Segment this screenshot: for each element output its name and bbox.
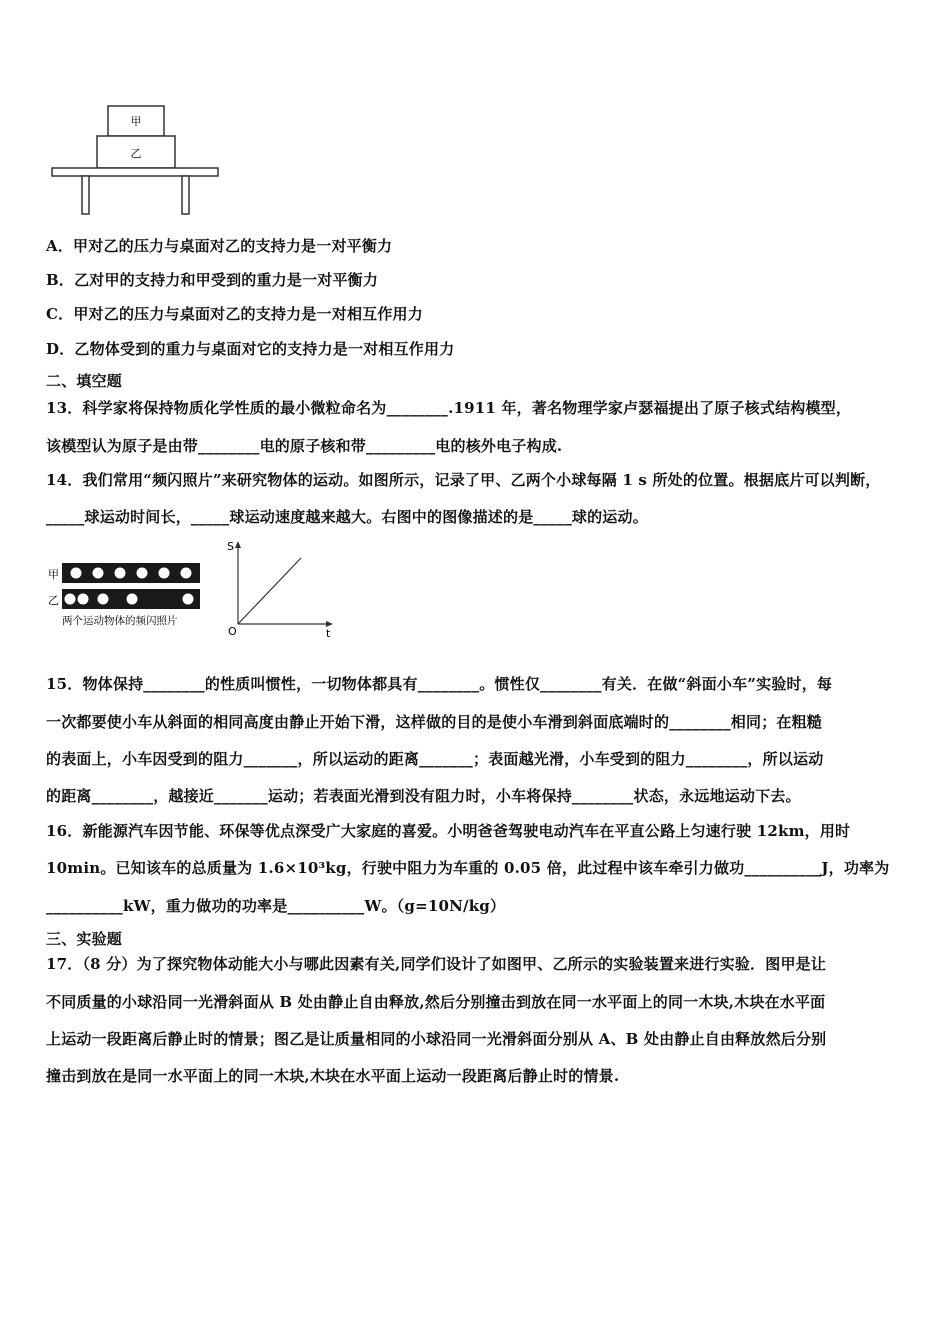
q14-line-2: _____球运动时间长，_____球运动速度越来越大。右图中的图像描述的是_____球的运动。 [46, 508, 648, 526]
section-fill-heading: 二、填空题 [46, 372, 123, 390]
q17-line-4: 撞击到放在是同一水平面上的同一木块,木块在水平面上运动一段距离后静止时的情景. [46, 1067, 620, 1085]
film-strip-jia [62, 563, 200, 583]
table-leg-right [182, 176, 189, 214]
s-t-graph [227, 540, 333, 638]
q16-line-3: __________kW，重力做功的功率是__________W。（g=10N/kg） [46, 897, 506, 915]
block-yi-label: 乙 [130, 147, 142, 160]
table-blocks-figure [48, 100, 228, 218]
q16-line-1: 16．新能源汽车因节能、环保等优点深受广大家庭的喜爱。小明爸爸驾驶电动汽车在平直公路上匀速行驶 12km，用时 [46, 822, 851, 840]
flash-photo-figure [46, 538, 346, 638]
ball-yi [183, 594, 194, 605]
table-top [52, 168, 218, 176]
q17-line-3: 上运动一段距离后静止时的情景；图乙是让质量相同的小球沿同一光滑斜面分别从 A、B 处由静止自由释放然后分别 [46, 1030, 827, 1048]
ball-yi [127, 594, 138, 605]
graph-origin-label: O [228, 625, 237, 638]
q15-line-1: 15．物体保持________的性质叫惯性，一切物体都具有________。惯性仅________有关．在做“斜面小车”实验时，每 [46, 675, 833, 693]
graph-line [238, 558, 301, 624]
ball-yi [65, 594, 76, 605]
section-exp-heading: 三、实验题 [46, 930, 123, 948]
q17-line-2: 不同质量的小球沿同一光滑斜面从 B 处由静止自由释放,然后分别撞击到放在同一水平面上的同一木块,木块在水平面 [46, 993, 826, 1011]
ball-yi [78, 594, 89, 605]
flash-caption: 两个运动物体的频闪照片 [62, 615, 178, 627]
q15-line-4: 的距离________，越接近_______运动；若表面光滑到没有阻力时，小车将保持________状态，永远地运动下去。 [46, 787, 801, 805]
ball-jia [181, 568, 192, 579]
ball-jia [159, 568, 170, 579]
graph-x-label: t [326, 627, 331, 638]
q13-line-1: 13．科学家将保持物质化学性质的最小微粒命名为________.1911 年，著名物理学家卢瑟福提出了原子核式结构模型， [46, 399, 852, 417]
ball-jia [93, 568, 104, 579]
option-c: C．甲对乙的压力与桌面对乙的支持力是一对相互作用力 [46, 305, 423, 323]
q16-line-2: 10min。已知该车的总质量为 1.6×10³kg，行驶中阻力为车重的 0.05 倍，此过程中该车牵引力做功__________J，功率为 [46, 859, 890, 877]
q15-line-3: 的表面上，小车因受到的阻力_______，所以运动的距离_______；表面越光滑，小车受到的阻力________，所以运动 [46, 750, 824, 768]
row-jia-label: 甲 [48, 568, 59, 581]
block-jia-label: 甲 [130, 115, 142, 128]
option-d: D．乙物体受到的重力与桌面对它的支持力是一对相互作用力 [46, 340, 455, 358]
option-b: B．乙对甲的支持力和甲受到的重力是一对平衡力 [46, 271, 379, 289]
y-axis-arrow [235, 541, 241, 548]
ball-jia [115, 568, 126, 579]
q17-line-1: 17．（8 分）为了探究物体动能大小与哪此因素有关,同学们设计了如图甲、乙所示的实验装置来进行实验．图甲是让 [46, 955, 827, 973]
ball-yi [98, 594, 109, 605]
q13-line-2: 该模型认为原子是由带________电的原子核和带_________电的核外电子构成. [46, 437, 563, 455]
table-leg-left [82, 176, 89, 214]
row-yi-label: 乙 [48, 594, 59, 607]
graph-y-label: S [227, 540, 234, 553]
option-a: A．甲对乙的压力与桌面对乙的支持力是一对平衡力 [46, 237, 393, 255]
q14-line-1: 14．我们常用“频闪照片”来研究物体的运动。如图所示，记录了甲、乙两个小球每隔 1 s 所处的位置。根据底片可以判断， [46, 471, 881, 489]
ball-jia [71, 568, 82, 579]
q15-line-2: 一次都要使小车从斜面的相同高度由静止开始下滑，这样做的目的是使小车滑到斜面底端时的________相同；在粗糙 [46, 713, 823, 731]
ball-jia [137, 568, 148, 579]
